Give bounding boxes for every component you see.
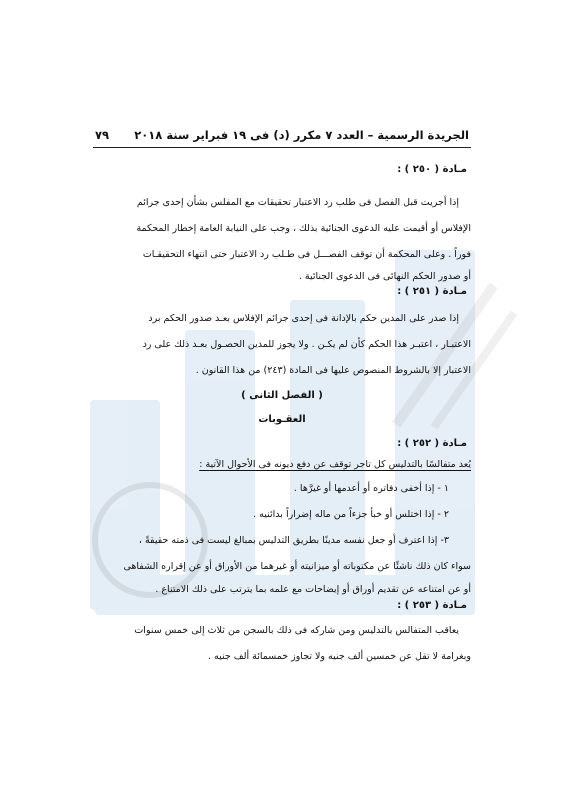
chapter-heading: ( الفصل الثانى ) bbox=[241, 390, 323, 401]
article-252-continuation-2: أو عن امتناعه عن تقديم أوراق أو إيضاحات مع علمه بما يترتب على ذلك الامتناع . bbox=[155, 584, 471, 595]
article-252-item-1: ١ - إذا أخفى دفاتره أو أعدمها أو غيرَّها . bbox=[293, 483, 449, 494]
article-252-intro: يُعد متفالسًا بالتدليس كل تاجر توقف عن دفع ديونه فى الأحوال الآتية : bbox=[199, 459, 471, 470]
article-250-line-3: فوراً . وعلى المحكمة أن توقف الفصـــل فى طـلب رد الاعتبار حتى انتهاء التحقيقـات bbox=[142, 249, 471, 260]
article-253-line-2: وبغرامة لا تقل عن خمسين ألف جنيه ولا تجاوز خمسمائة ألف جنيه . bbox=[208, 651, 471, 662]
article-252-continuation-1: سواء كان ذلك ناشئًا عن مكتوباته أو ميزانيته أو غيرهما من الأوراق أو عن إقراره الشفاهى bbox=[123, 561, 471, 572]
page-header bbox=[93, 128, 471, 147]
article-250-line-2: الإفلاس أو أقيمت عليه الدعوى الجنائية بذلك ، وجب على النيابة العامة إخطار المحكمة bbox=[136, 223, 471, 234]
article-250-line-1: إذا أجريت قبل الفصل فى طلب رد الاعتبار تحقيقات مع المفلس بشأن إحدى جرائم bbox=[136, 197, 459, 208]
article-252-heading: مـادة ( ٢٥٢ ) : bbox=[397, 438, 467, 449]
article-252-item-2: ٢ - إذا اختلس أو خبأ جزءاً من ماله إضراراً بدائنيه . bbox=[253, 509, 449, 520]
header-rule bbox=[93, 147, 471, 148]
article-250-line-4: أو صدور الحكم النهائى فى الدعوى الجنائية . bbox=[298, 271, 471, 282]
page-number: ٧٩ bbox=[95, 128, 110, 142]
article-253-line-1: يعاقب المتفالس بالتدليس ومن شاركه فى ذلك بالسجن من ثلاث إلى خمس سنوات bbox=[134, 625, 459, 636]
article-252-item-3: ٣- إذا اعترف أو جعل نفسه مدينًا بطريق التدليس بمبالغ ليست فى ذمته حقيقةً ، bbox=[138, 535, 449, 546]
article-251-line-2: الاعتبـار ، اعتبـر هذا الحكم كأن لم يكـن . ولا يجوز للمدين الحصـول بعـد ذلك على رد bbox=[142, 339, 471, 350]
article-251-line-1: إذا صدر على المدين حكم بالإدانة فى إحدى جرائم الإفلاس بعـد صدور الحكم برد bbox=[148, 313, 459, 324]
article-250-heading: مـادة ( ٢٥٠ ) : bbox=[397, 164, 467, 175]
article-253-heading: مـادة ( ٢٥٣ ) : bbox=[397, 600, 467, 611]
document-page bbox=[93, 128, 471, 670]
article-251-heading: مـادة ( ٢٥١ ) : bbox=[397, 286, 467, 297]
header-title: الجريدة الرسمية – العدد ٧ مكرر (د) فى ١٩ فبراير سنة ٢٠١٨ bbox=[134, 128, 469, 142]
article-251-line-3: الاعتبار إلا بالشروط المنصوص عليها فى المادة (٢٤٣) من هذا القانون . bbox=[195, 365, 471, 376]
section-title: العقـوبات bbox=[258, 414, 306, 425]
